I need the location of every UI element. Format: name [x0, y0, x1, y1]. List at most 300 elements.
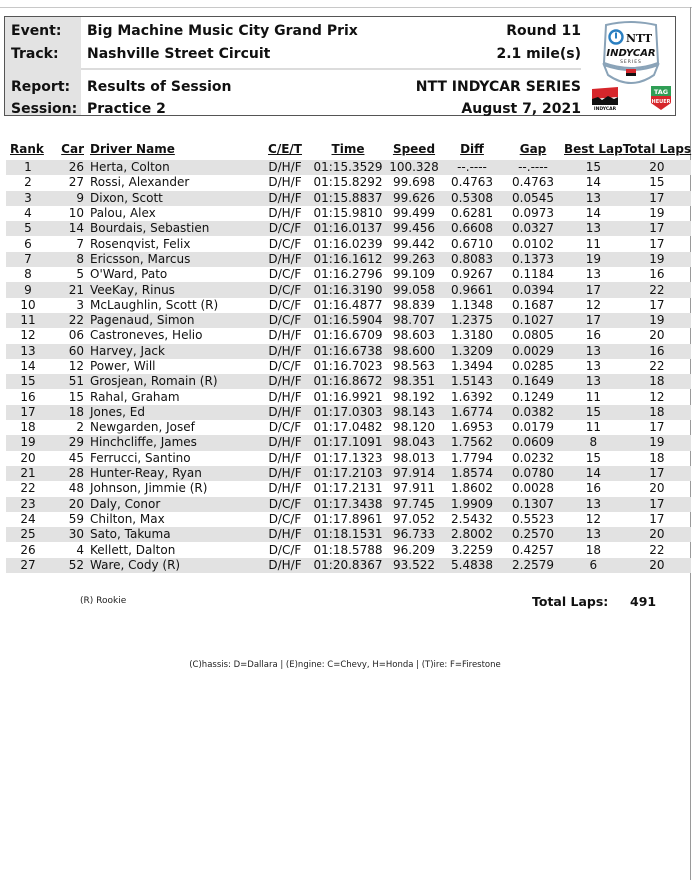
cell-total-laps: 17 — [649, 236, 665, 251]
cell-diff: 0.6281 — [451, 206, 493, 221]
cell-gap: 0.0029 — [502, 344, 564, 359]
cell-diff: 5.4838 — [442, 558, 502, 573]
cell-car-number: 59 — [68, 511, 84, 526]
cell-driver-name: VeeKay, Rinus — [90, 282, 260, 297]
cell-diff: 1.9909 — [442, 497, 502, 512]
cell-diff: 1.6774 — [442, 405, 502, 420]
cell-total-laps: 17 — [649, 511, 665, 526]
cell-driver-name: Johnson, Jimmie (R) — [90, 481, 208, 496]
cell-best-lap: 19 — [564, 252, 623, 267]
cell-lap-time: 01:15.3529 — [310, 160, 386, 175]
col-best-lap: Best Lap — [564, 142, 623, 156]
cell-car-number: 06 — [68, 328, 84, 343]
cell-best-lap: 15 — [585, 450, 601, 465]
cell-cet: D/C/F — [268, 236, 302, 251]
cell-lap-time: 01:16.6709 — [313, 328, 383, 343]
cell-lap-time: 01:17.0303 — [310, 405, 386, 420]
cell-speed: 98.839 — [393, 297, 435, 312]
cell-best-lap: 16 — [585, 481, 601, 496]
cell-car-number: 9 — [50, 191, 90, 206]
cell-lap-time: 01:17.8961 — [313, 511, 383, 526]
cell-lap-time: 01:18.1531 — [310, 527, 386, 542]
cell-gap: 0.0780 — [502, 466, 564, 481]
cell-cet: D/H/F — [268, 175, 302, 190]
table-row — [6, 282, 691, 297]
cell-cet: D/C/F — [268, 511, 302, 526]
cell-diff: 2.5432 — [451, 511, 493, 526]
col-speed: Speed — [392, 142, 436, 156]
table-row — [6, 175, 691, 190]
session-label: Session: — [11, 101, 78, 117]
cell-total-laps: 22 — [649, 542, 665, 557]
total-laps-label: Total Laps: — [532, 594, 609, 609]
cell-car-number: 20 — [50, 497, 90, 512]
cell-diff: 0.9661 — [442, 282, 502, 297]
cell-total-laps: 20 — [649, 328, 665, 343]
svg-text:HEUER: HEUER — [651, 99, 671, 105]
cell-driver-name: Grosjean, Romain (R) — [90, 374, 260, 389]
cell-cet: D/H/F — [260, 374, 310, 389]
cell-best-lap: 14 — [585, 175, 601, 190]
cell-driver-name: Hinchcliffe, James — [90, 435, 260, 450]
cell-rank: 22 — [20, 481, 36, 496]
cell-car-number: 30 — [50, 527, 90, 542]
cell-speed: 98.707 — [386, 313, 442, 328]
cell-driver-name: Ericsson, Marcus — [90, 252, 260, 267]
cell-rank: 6 — [24, 236, 32, 251]
cell-lap-time: 01:16.3190 — [310, 282, 386, 297]
cell-cet: D/H/F — [268, 206, 302, 221]
rookie-note: (R) Rookie — [80, 596, 127, 606]
table-row — [6, 558, 691, 573]
cell-gap: 0.0382 — [502, 405, 564, 420]
cell-cet: D/C/F — [268, 297, 302, 312]
table-row — [6, 328, 691, 343]
cell-car-number: 29 — [50, 435, 90, 450]
table-row — [6, 542, 691, 557]
cell-gap: 0.1249 — [512, 389, 554, 404]
cell-lap-time: 01:16.2796 — [313, 267, 383, 282]
cell-car-number: 27 — [68, 175, 84, 190]
cell-total-laps: 17 — [649, 420, 665, 435]
cell-car-number: 45 — [68, 450, 84, 465]
cell-diff: 0.6608 — [442, 221, 502, 236]
session-row — [5, 98, 581, 120]
table-row — [6, 405, 691, 420]
cell-car-number: 10 — [68, 206, 84, 221]
cell-total-laps: 19 — [649, 206, 665, 221]
cell-total-laps: 18 — [623, 405, 691, 420]
cell-rank: 27 — [6, 558, 50, 573]
table-row — [6, 389, 691, 404]
cell-cet: D/H/F — [260, 466, 310, 481]
cell-diff: 1.7794 — [451, 450, 493, 465]
cell-driver-name: Sato, Takuma — [90, 527, 260, 542]
cell-total-laps: 20 — [623, 160, 691, 175]
cell-best-lap: 8 — [564, 435, 623, 450]
cell-lap-time: 01:17.0482 — [313, 420, 383, 435]
cell-lap-time: 01:16.5904 — [310, 313, 386, 328]
cell-driver-name: Castroneves, Helio — [90, 328, 203, 343]
col-total-laps: Total Laps — [622, 142, 692, 156]
event-row — [5, 20, 581, 42]
cell-gap: --.---- — [502, 160, 564, 175]
cell-cet: D/H/F — [260, 435, 310, 450]
session-name: Practice 2 — [87, 101, 166, 117]
cell-diff: 1.2375 — [442, 313, 502, 328]
cell-best-lap: 15 — [564, 405, 623, 420]
cell-lap-time: 01:16.7023 — [313, 359, 383, 373]
cell-lap-time: 01:16.8672 — [310, 374, 386, 389]
cell-driver-name: Rosenqvist, Felix — [90, 236, 191, 251]
cell-car-number: 21 — [50, 282, 90, 297]
cell-total-laps: 20 — [623, 527, 691, 542]
cell-rank: 15 — [6, 374, 50, 389]
cell-rank: 16 — [20, 389, 36, 404]
svg-text:SERIES: SERIES — [620, 60, 642, 65]
cell-car-number: 48 — [68, 481, 84, 496]
cell-speed: 98.013 — [393, 450, 435, 465]
cell-gap: 0.0609 — [502, 435, 564, 450]
table-row — [6, 191, 691, 206]
cell-lap-time: 01:15.9810 — [313, 206, 383, 221]
col-rank: Rank — [10, 142, 44, 156]
cell-speed: 97.745 — [386, 497, 442, 512]
cell-speed: 98.043 — [386, 435, 442, 450]
cell-rank: 8 — [24, 267, 32, 282]
cell-car-number: 5 — [76, 267, 84, 282]
cell-speed: 98.603 — [393, 328, 435, 343]
table-row — [6, 252, 691, 267]
cell-diff: 0.6710 — [451, 236, 493, 251]
header-divider — [81, 68, 581, 70]
cell-car-number: 12 — [68, 359, 84, 373]
cell-diff: --.---- — [442, 160, 502, 175]
cell-rank: 17 — [6, 405, 50, 420]
cell-best-lap: 12 — [585, 511, 601, 526]
cell-gap: 0.0545 — [502, 191, 564, 206]
col-time: Time — [331, 142, 365, 156]
cell-best-lap: 13 — [564, 344, 623, 359]
cell-diff: 1.6392 — [451, 389, 493, 404]
results-body — [6, 160, 691, 573]
page-top-border — [0, 7, 692, 8]
cell-rank: 21 — [6, 466, 50, 481]
cell-diff: 1.8574 — [442, 466, 502, 481]
cell-lap-time: 01:15.8292 — [313, 175, 383, 190]
cell-speed: 98.120 — [393, 420, 435, 435]
round-number: Round 11 — [506, 23, 581, 39]
svg-text:NTT: NTT — [626, 32, 653, 45]
cell-lap-time: 01:16.6738 — [310, 344, 386, 359]
cell-total-laps: 15 — [649, 175, 665, 190]
cell-gap: 0.0973 — [512, 206, 554, 221]
cell-total-laps: 19 — [623, 435, 691, 450]
cell-total-laps: 12 — [649, 389, 665, 404]
svg-text:INDYCAR: INDYCAR — [606, 48, 656, 59]
cell-cet: D/H/F — [268, 450, 302, 465]
col-driver-name: Driver Name — [90, 142, 175, 156]
table-header-row — [6, 140, 691, 160]
cell-total-laps: 20 — [649, 481, 665, 496]
cell-gap: 0.0327 — [502, 221, 564, 236]
cell-speed: 98.143 — [386, 405, 442, 420]
cell-lap-time: 01:17.1091 — [310, 435, 386, 450]
cell-rank: 4 — [24, 206, 32, 221]
table-row — [6, 160, 691, 175]
cell-car-number: 15 — [68, 389, 84, 404]
cell-total-laps: 18 — [649, 450, 665, 465]
cell-driver-name: Ware, Cody (R) — [90, 558, 260, 573]
track-name: Nashville Street Circuit — [87, 46, 271, 62]
cell-best-lap: 11 — [585, 236, 601, 251]
table-row — [6, 267, 691, 282]
cell-best-lap: 14 — [564, 466, 623, 481]
cell-gap: 0.1184 — [512, 267, 554, 282]
cell-rank: 25 — [6, 527, 50, 542]
cell-rank: 24 — [20, 511, 36, 526]
cell-car-number: 52 — [50, 558, 90, 573]
track-row — [5, 43, 581, 65]
cell-cet: D/H/F — [268, 481, 302, 496]
cell-best-lap: 14 — [585, 206, 601, 221]
cell-best-lap: 17 — [564, 282, 623, 297]
cell-gap: 0.2570 — [502, 527, 564, 542]
cell-total-laps: 17 — [623, 497, 691, 512]
session-date: August 7, 2021 — [461, 101, 581, 117]
cell-total-laps: 17 — [649, 297, 665, 312]
cell-lap-time: 01:17.2103 — [310, 466, 386, 481]
report-header — [4, 16, 676, 116]
table-row — [6, 206, 691, 221]
cet-legend: (C)hassis: D=Dallara | (E)ngine: C=Chevy, H=Honda | (T)ire: F=Firestone — [189, 660, 501, 670]
cell-driver-name: Harvey, Jack — [90, 344, 260, 359]
cell-total-laps: 17 — [623, 466, 691, 481]
cell-gap: 0.0805 — [512, 328, 554, 343]
table-row — [6, 527, 691, 542]
report-label: Report: — [11, 79, 71, 95]
cell-rank: 26 — [20, 542, 36, 557]
table-row — [6, 236, 691, 251]
cell-speed: 99.058 — [386, 282, 442, 297]
cell-gap: 0.0285 — [512, 359, 554, 373]
cell-speed: 98.192 — [393, 389, 435, 404]
cell-lap-time: 01:16.0239 — [313, 236, 383, 251]
cell-lap-time: 01:17.1323 — [313, 450, 383, 465]
cell-best-lap: 11 — [585, 420, 601, 435]
table-row — [6, 481, 691, 496]
cell-lap-time: 01:18.5788 — [313, 542, 383, 557]
cell-driver-name: Rahal, Graham — [90, 389, 180, 404]
cell-speed: 98.563 — [393, 359, 435, 373]
cell-driver-name: McLaughlin, Scott (R) — [90, 297, 219, 312]
cell-diff: 0.5308 — [442, 191, 502, 206]
cell-cet: D/C/F — [260, 221, 310, 236]
cell-car-number: 18 — [50, 405, 90, 420]
cell-cet: D/C/F — [268, 267, 302, 282]
cell-total-laps: 16 — [623, 344, 691, 359]
cell-speed: 100.328 — [386, 160, 442, 175]
cell-speed: 96.209 — [393, 542, 435, 557]
svg-text:TAG: TAG — [653, 88, 669, 96]
cell-rank: 2 — [24, 175, 32, 190]
cell-cet: D/C/F — [260, 313, 310, 328]
table-row — [6, 298, 691, 313]
cell-cet: D/C/F — [260, 497, 310, 512]
cell-best-lap: 18 — [585, 542, 601, 557]
cell-cet: D/H/F — [260, 160, 310, 175]
cell-diff: 1.3494 — [451, 359, 493, 373]
cell-best-lap: 17 — [564, 313, 623, 328]
cell-diff: 2.8002 — [442, 527, 502, 542]
col-cet: C/E/T — [268, 142, 302, 156]
cell-cet: D/H/F — [260, 191, 310, 206]
cell-total-laps: 18 — [623, 374, 691, 389]
cell-rank: 14 — [20, 359, 36, 373]
cell-speed: 97.911 — [393, 481, 435, 496]
cell-gap: 0.1649 — [502, 374, 564, 389]
series-name: NTT INDYCAR SERIES — [415, 79, 581, 95]
cell-speed: 99.626 — [386, 191, 442, 206]
cell-driver-name: Pagenaud, Simon — [90, 313, 260, 328]
cell-rank: 5 — [6, 221, 50, 236]
cell-gap: 0.0102 — [512, 236, 554, 251]
cell-gap: 0.5523 — [512, 511, 554, 526]
cell-driver-name: Jones, Ed — [90, 405, 260, 420]
cell-car-number: 26 — [50, 160, 90, 175]
cell-lap-time: 01:16.4877 — [313, 297, 383, 312]
cell-speed: 98.351 — [386, 374, 442, 389]
cell-lap-time: 01:20.8367 — [310, 558, 386, 573]
cell-cet: D/H/F — [260, 527, 310, 542]
event-name: Big Machine Music City Grand Prix — [87, 23, 358, 39]
table-row — [6, 221, 691, 236]
cell-diff: 1.6953 — [451, 420, 493, 435]
cell-driver-name: Palou, Alex — [90, 206, 156, 221]
cell-driver-name: Chilton, Max — [90, 511, 165, 526]
cell-driver-name: Power, Will — [90, 359, 156, 373]
cell-driver-name: Newgarden, Josef — [90, 420, 195, 435]
cell-gap: 0.0028 — [512, 481, 554, 496]
cell-gap: 0.1687 — [512, 297, 554, 312]
cell-rank: 19 — [6, 435, 50, 450]
cell-diff: 3.2259 — [451, 542, 493, 557]
table-row — [6, 374, 691, 389]
indycar-logo-icon — [590, 85, 620, 111]
cell-lap-time: 01:17.3438 — [310, 497, 386, 512]
cell-lap-time: 01:17.2131 — [313, 481, 383, 496]
cell-rank: 12 — [20, 328, 36, 343]
cell-best-lap: 13 — [564, 191, 623, 206]
cell-driver-name: Dixon, Scott — [90, 191, 260, 206]
cell-lap-time: 01:15.8837 — [310, 191, 386, 206]
cell-driver-name: Rossi, Alexander — [90, 175, 190, 190]
cell-best-lap: 6 — [564, 558, 623, 573]
cell-cet: D/H/F — [268, 328, 302, 343]
cell-diff: 1.5143 — [442, 374, 502, 389]
cell-best-lap: 16 — [585, 328, 601, 343]
cell-car-number: 14 — [50, 221, 90, 236]
cell-rank: 18 — [20, 420, 36, 435]
cell-speed: 98.600 — [386, 344, 442, 359]
cell-cet: D/H/F — [268, 389, 302, 404]
results-table — [6, 140, 691, 573]
report-row — [5, 76, 581, 98]
col-diff: Diff — [460, 142, 484, 156]
cell-best-lap: 13 — [585, 267, 601, 282]
cell-driver-name: O'Ward, Pato — [90, 267, 168, 282]
cell-best-lap: 13 — [564, 497, 623, 512]
table-row — [6, 435, 691, 450]
cell-cet: D/H/F — [260, 558, 310, 573]
cell-cet: D/C/F — [268, 542, 302, 557]
cell-diff: 0.9267 — [451, 267, 493, 282]
track-label: Track: — [11, 46, 59, 62]
cell-car-number: 28 — [50, 466, 90, 481]
cell-lap-time: 01:16.9921 — [313, 389, 383, 404]
cell-gap: 0.4257 — [512, 542, 554, 557]
cell-rank: 9 — [6, 282, 50, 297]
cell-car-number: 3 — [76, 297, 84, 312]
cell-best-lap: 13 — [585, 359, 601, 373]
table-row — [6, 359, 691, 374]
table-row — [6, 512, 691, 527]
ntt-indycar-series-logo-icon — [600, 21, 662, 89]
cell-rank: 10 — [20, 297, 36, 312]
cell-speed: 99.263 — [386, 252, 442, 267]
cell-car-number: 7 — [76, 236, 84, 251]
cell-diff: 1.8602 — [451, 481, 493, 496]
table-row — [6, 451, 691, 466]
col-car: Car — [61, 142, 84, 156]
cell-total-laps: 17 — [623, 191, 691, 206]
cell-driver-name: Kellett, Dalton — [90, 542, 176, 557]
cell-driver-name: Ferrucci, Santino — [90, 450, 191, 465]
cell-diff: 1.7562 — [442, 435, 502, 450]
cell-gap: 0.4763 — [512, 175, 554, 190]
cell-car-number: 60 — [50, 344, 90, 359]
cell-diff: 1.3209 — [442, 344, 502, 359]
cell-best-lap: 13 — [564, 527, 623, 542]
cell-gap: 0.0232 — [512, 450, 554, 465]
cell-driver-name: Daly, Conor — [90, 497, 260, 512]
cell-speed: 99.698 — [393, 175, 435, 190]
cell-diff: 0.4763 — [451, 175, 493, 190]
cell-total-laps: 16 — [649, 267, 665, 282]
cell-best-lap: 13 — [564, 374, 623, 389]
cell-total-laps: 19 — [623, 313, 691, 328]
cell-rank: 20 — [20, 450, 36, 465]
cell-driver-name: Herta, Colton — [90, 160, 260, 175]
cell-total-laps: 19 — [623, 252, 691, 267]
cell-cet: D/H/F — [260, 405, 310, 420]
cell-best-lap: 13 — [564, 221, 623, 236]
cell-speed: 99.456 — [386, 221, 442, 236]
cell-driver-name: Bourdais, Sebastien — [90, 221, 260, 236]
total-laps-value: 491 — [630, 594, 657, 609]
logos — [588, 21, 676, 113]
cell-gap: 0.1027 — [502, 313, 564, 328]
cell-cet: D/C/F — [268, 359, 302, 373]
svg-text:INDYCAR: INDYCAR — [593, 107, 617, 111]
table-row — [6, 497, 691, 512]
cell-speed: 96.733 — [386, 527, 442, 542]
cell-total-laps: 20 — [623, 558, 691, 573]
cell-total-laps: 22 — [623, 282, 691, 297]
cell-lap-time: 01:16.1612 — [310, 252, 386, 267]
table-row — [6, 466, 691, 481]
col-gap: Gap — [519, 142, 547, 156]
